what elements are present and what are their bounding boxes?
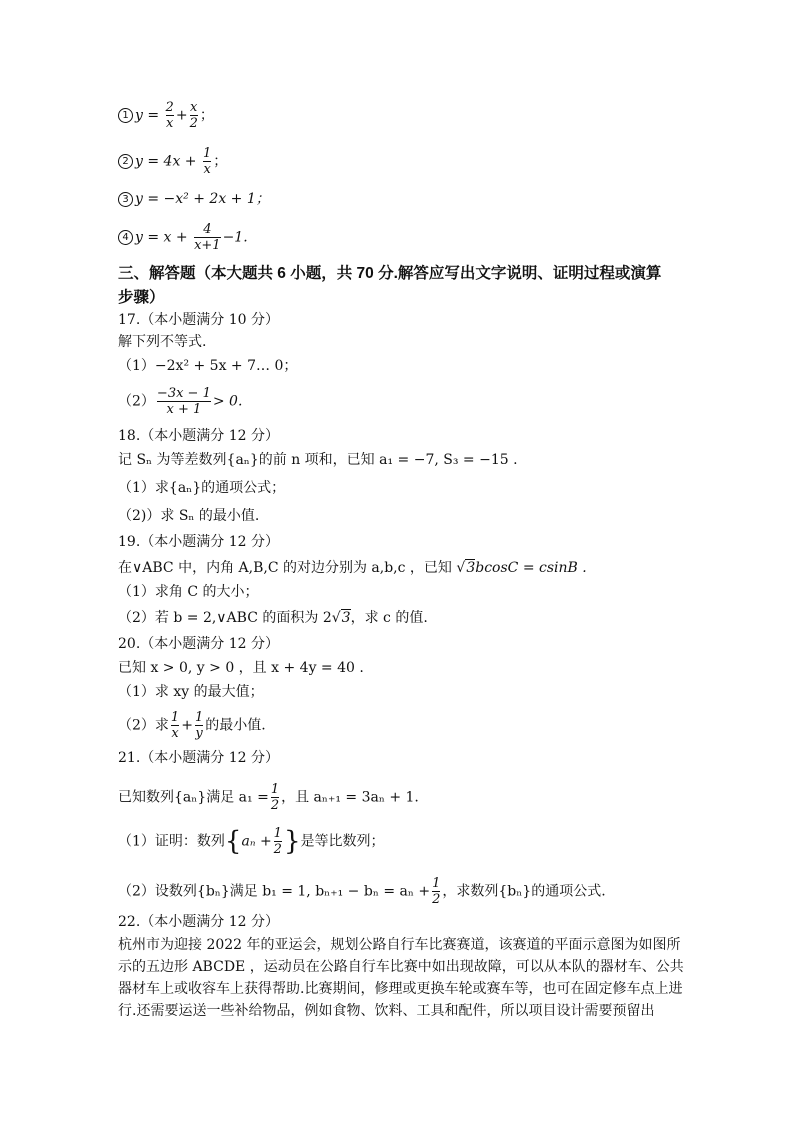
option-4: [118, 222, 248, 253]
q18-stem: 记 Sₙ 为等差数列{aₙ}的前 n 项和，已知 a₁ = −7, S₃ = −15 .: [118, 452, 518, 468]
part-label: （2）求: [118, 717, 169, 734]
frac-numerator: 1: [432, 876, 441, 891]
frac-denominator: x: [171, 726, 179, 741]
stem-formula: bcosC = csinB .: [475, 560, 587, 576]
q18-part2: （2)）求 Sₙ 的最小值.: [118, 508, 260, 524]
q20-frac-a: [171, 710, 179, 741]
option-2: [118, 146, 227, 177]
brace-inner: aₙ +: [241, 833, 272, 850]
option-2-lhs: y = 4x +: [135, 153, 197, 170]
frac-numerator: −3x − 1: [156, 386, 211, 401]
frac-denominator: 2: [432, 892, 441, 907]
frac-numerator: 2: [165, 100, 174, 115]
frac-numerator: 1: [194, 710, 204, 725]
sqrt-radicand: 3: [466, 560, 476, 576]
option-2-marker: 2: [118, 154, 133, 169]
q20-part2: [118, 710, 266, 741]
q20-title: 20.（本小题满分 12 分）: [118, 636, 279, 652]
q21-stem: [118, 782, 419, 813]
option-3-text: y = −x² + 2x + 1；: [135, 191, 270, 207]
frac-denominator: x + 1: [157, 401, 211, 417]
part-end: 是等比数列；: [300, 833, 385, 850]
q19-stem: 在∨ABC 中，内角 A,B,C 的对边分别为 a,b,c ，已知 √3bcosC = csinB .: [118, 560, 587, 576]
option-1-frac-a: [166, 100, 174, 131]
frac-numerator: 4: [203, 222, 212, 237]
q20-stem: 已知 x > 0, y > 0 ，且 x + 4y = 40 .: [118, 660, 364, 676]
frac-numerator: 1: [273, 826, 282, 841]
plus-sign: +: [175, 107, 188, 124]
option-2-end: ；: [213, 153, 228, 170]
right-brace-icon: }: [283, 826, 301, 857]
q21-stem-frac: [271, 782, 279, 813]
frac-denominator: x: [166, 116, 174, 131]
option-2-frac: [203, 146, 211, 177]
plus-sign: +: [181, 717, 193, 734]
option-4-lhs: y = x +: [135, 229, 188, 246]
section-heading: 三、解答题（本大题共 6 小题，共 70 分.解答应写出文字说明、证明过程或演算: [118, 265, 662, 282]
left-brace-icon: {: [224, 826, 242, 857]
q17-part1: （1）−2x² + 5x + 7… 0；: [118, 358, 298, 374]
q21-part1: [118, 826, 385, 857]
q17-stem: 解下列不等式.: [118, 334, 207, 350]
option-4-marker: 4: [118, 230, 133, 245]
frac-denominator: x: [203, 162, 211, 177]
q17-frac: [157, 386, 211, 417]
stem-end: ，且 aₙ₊₁ = 3aₙ + 1.: [281, 789, 419, 806]
inequality-end: > 0.: [212, 393, 243, 410]
frac-denominator: 2: [270, 798, 280, 813]
part-end: ，求数列{bₙ}的通项公式.: [442, 883, 606, 900]
q21-title: 21.（本小题满分 12 分）: [118, 750, 279, 766]
q18-part1: （1）求{aₙ}的通项公式；: [118, 480, 286, 496]
part-text: （2）设数列{bₙ}满足 b₁ = 1, bₙ₊₁ − bₙ = aₙ +: [118, 883, 431, 900]
q22-title: 22.（本小题满分 12 分）: [118, 914, 279, 930]
part-text: （1）证明：数列: [118, 833, 225, 850]
option-3: [118, 189, 270, 209]
q21-p1-frac: [274, 826, 282, 857]
option-4-end: −1.: [222, 229, 248, 246]
stem-text: 已知数列{aₙ}满足 a₁ =: [118, 789, 269, 806]
q21-p2-frac: [432, 876, 440, 907]
option-1-marker: 1: [118, 108, 133, 123]
q21-part2: [118, 876, 606, 907]
q19-part1: （1）求角 C 的大小；: [118, 584, 259, 600]
q18-title: 18.（本小题满分 12 分）: [118, 428, 279, 444]
frac-denominator: 2: [273, 842, 282, 857]
part-label: （2）: [118, 393, 155, 410]
part-end: 的最小值.: [205, 717, 266, 734]
frac-numerator: x: [190, 100, 198, 115]
frac-numerator: 1: [270, 782, 280, 797]
option-1-lhs: y =: [135, 107, 160, 124]
q22-body: 杭州市为迎接 2022 年的亚运会，规划公路自行车比赛赛道，该赛道的平面示意图为如图所示的五边形 ABCDE ，运动员在公路自行车比赛中如出现故障，可以从本队的器材车、公共器材车上或收容车上获得帮助.比赛期间，修理或更换车轮或赛车等，也可在固定修车点上进行.还需要运送一些补给物品，例如食物、饮料、工具和配件，所以项目设计需要预留出: [118, 937, 684, 1019]
sqrt-radicand: 3: [341, 610, 351, 626]
option-4-frac: [194, 222, 221, 253]
option-1-frac-b: [190, 100, 198, 131]
q19-part2: （2）若 b = 2,∨ABC 的面积为 2√3，求 c 的值.: [118, 610, 428, 626]
q19-title: 19.（本小题满分 12 分）: [118, 534, 279, 550]
option-1: [118, 100, 214, 131]
frac-denominator: y: [195, 726, 203, 741]
frac-denominator: 2: [189, 116, 198, 131]
option-1-end: ；: [199, 107, 214, 124]
frac-denominator: x+1: [194, 238, 221, 253]
stem-text: 在∨ABC 中，内角 A,B,C 的对边分别为 a,b,c ，已知: [118, 560, 452, 576]
q17-part2: [118, 386, 242, 417]
part-end: ，求 c 的值.: [350, 610, 428, 626]
frac-numerator: 1: [202, 146, 212, 161]
q17-title: 17.（本小题满分 10 分）: [118, 312, 279, 328]
frac-numerator: 1: [170, 710, 180, 725]
q20-part1: （1）求 xy 的最大值；: [118, 684, 264, 700]
option-3-marker: 3: [118, 192, 133, 207]
q20-frac-b: [195, 710, 203, 741]
section-heading-continued: 步骤）: [118, 289, 165, 306]
part-text: （2）若 b = 2,∨ABC 的面积为 2: [118, 610, 332, 626]
